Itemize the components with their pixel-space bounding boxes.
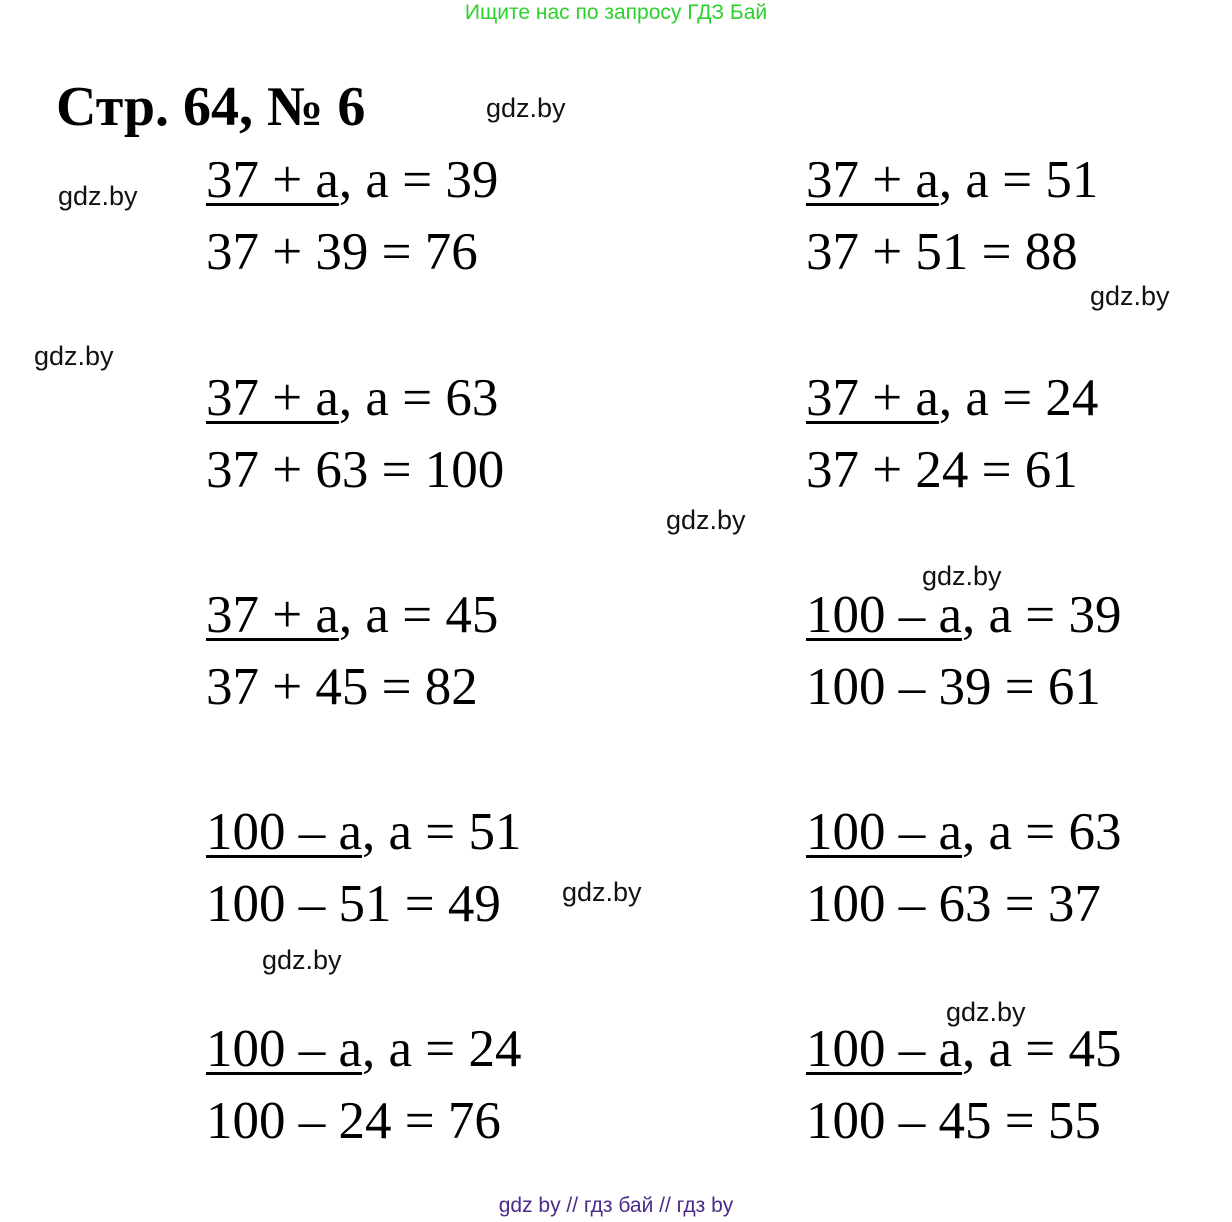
watermark: gdz.by [946,997,1026,1027]
problem-result: 37 + 24 = 61 [806,441,1078,499]
watermark: gdz.by [1090,281,1170,311]
problem-block [206,150,498,294]
problem-block [206,1019,521,1163]
problem-expression: 100 – a [206,1020,363,1078]
problem-result: 100 – 45 = 55 [806,1092,1101,1150]
problem-result: 37 + 45 = 82 [206,658,478,716]
problem-result: 100 – 51 = 49 [206,875,501,933]
problem-result: 100 – 24 = 76 [206,1092,501,1150]
problem-expression: 37 + a [806,369,939,427]
problem-block [206,802,521,946]
problem-statement [806,802,1121,874]
problem-block [806,802,1121,946]
problem-condition: , a = 45 [338,586,499,644]
problem-condition: , a = 39 [338,151,499,209]
problem-statement [806,150,1098,222]
problem-expression: 100 – a [206,803,363,861]
problem-block [806,585,1121,729]
problem-condition: , a = 39 [962,586,1122,644]
problem-expression: 100 – a [806,1020,963,1078]
problem-result: 37 + 39 = 76 [206,223,478,281]
problem-condition: , a = 51 [362,803,522,861]
page-title: Стр. 64, № 6 [56,76,366,138]
problem-condition: , a = 63 [962,803,1122,861]
problem-statement [206,150,498,222]
problem-condition: , a = 63 [338,369,499,427]
problem-statement [806,585,1121,657]
problem-statement [206,368,504,440]
problem-block [806,368,1098,512]
watermark: gdz.by [58,181,138,211]
problem-statement [806,368,1098,440]
problem-statement [206,585,498,657]
problem-condition: , a = 51 [938,151,1099,209]
watermark: gdz.by [922,561,1002,591]
problem-block [206,585,498,729]
problem-expression: 37 + a [806,151,939,209]
problem-statement [206,1019,521,1091]
problem-expression: 37 + a [206,586,339,644]
watermark: gdz.by [486,93,566,123]
problem-result: 100 – 39 = 61 [806,658,1101,716]
problem-expression: 37 + a [206,369,339,427]
problem-condition: , a = 24 [362,1020,522,1078]
watermark: gdz.by [562,877,642,907]
problem-block [206,368,504,512]
watermark: gdz.by [34,341,114,371]
problem-condition: , a = 24 [938,369,1099,427]
top-banner[interactable]: Ищите нас по запросу ГДЗ Бай [464,1,768,24]
footer-links[interactable]: gdz by // гдз бай // гдз by [498,1194,734,1217]
problem-expression: 37 + a [206,151,339,209]
problem-expression: 100 – a [806,586,963,644]
watermark: gdz.by [262,945,342,975]
problem-block [806,1019,1121,1163]
watermark: gdz.by [666,505,746,535]
problem-statement [806,1019,1121,1091]
problem-expression: 100 – a [806,803,963,861]
problem-result: 37 + 63 = 100 [206,441,505,499]
problem-condition: , a = 45 [962,1020,1122,1078]
problem-statement [206,802,521,874]
problem-result: 37 + 51 = 88 [806,223,1078,281]
problem-block [806,150,1098,294]
problem-result: 100 – 63 = 37 [806,875,1101,933]
